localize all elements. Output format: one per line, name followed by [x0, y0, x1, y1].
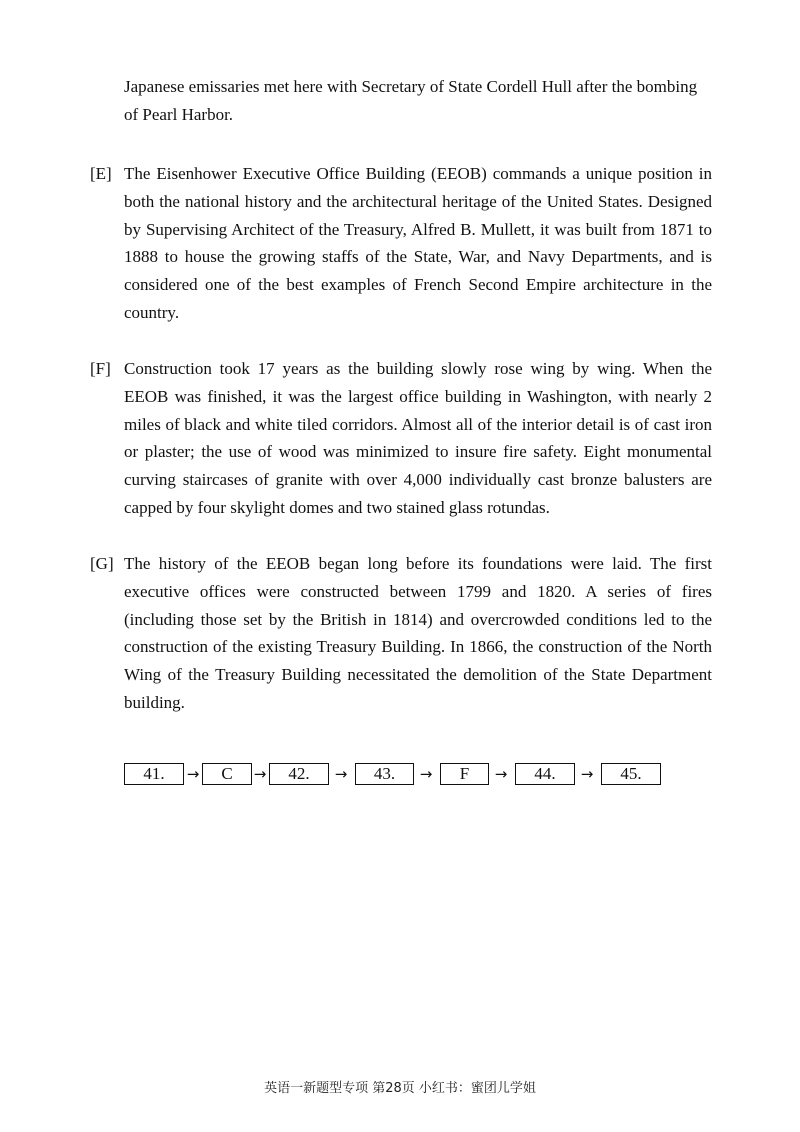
flow-arrow: → — [494, 765, 508, 783]
flow-box-43[interactable]: 43. — [355, 763, 414, 785]
flow-box-c: C — [202, 763, 252, 785]
flow-arrow: → — [580, 765, 594, 783]
paragraph-e-label: [E] — [90, 164, 112, 183]
flow-box-f: F — [440, 763, 489, 785]
paragraph-f-text: Construction took 17 years as the building slowly rose wing by wing. When the EEOB was finished, it was the largest office building in Washington, with nearly 2 miles of black and white tiled corridors. Almost all of the interior detail is of cast iron or plaster; the use of wood was minimized to insure fire safety. Eight monumental curving staircases of granite with over 4,000 individually cast bronze balusters are capped by four skylight domes and two stained glass rotundas. — [124, 359, 712, 517]
paragraph-f — [90, 355, 712, 522]
paragraph-g-label: [G] — [90, 554, 114, 573]
flow-arrow: → — [334, 765, 348, 783]
paragraph-e — [90, 160, 712, 327]
flow-box-42[interactable]: 42. — [269, 763, 329, 785]
flow-box-45[interactable]: 45. — [601, 763, 661, 785]
paragraph-e-text: The Eisenhower Executive Office Building (EEOB) commands a unique position in both the national history and the architectural heritage of the United States. Designed by Supervising Architect of the Treasury, Alfred B. Mullett, it was built from 1871 to 1888 to house the growing staffs of the State, War, and Navy Departments, and is considered one of the best examples of French Second Empire architecture in the country. — [124, 164, 712, 322]
flow-arrow: → — [186, 765, 200, 783]
flow-box-44[interactable]: 44. — [515, 763, 575, 785]
paragraph-g — [90, 550, 712, 717]
flow-arrow: → — [419, 765, 433, 783]
flow-arrow: → — [253, 765, 267, 783]
paragraph-g-text: The history of the EEOB began long before its foundations were laid. The first executive offices were constructed between 1799 and 1820. A series of fires (including those set by the British in 1814) and overcrowded conditions led to the construction of the existing Treasury Building. In 1866, the construction of the North Wing of the Treasury Building necessitated the demolition of the State Department building. — [124, 554, 712, 712]
intro-paragraph: Japanese emissaries met here with Secretary of State Cordell Hull after the bombing of Pearl Harbor. — [124, 77, 698, 124]
page-footer: 英语一新题型专项 第28页 小红书：蜜团儿学姐 — [264, 1081, 536, 1096]
paragraph-f-label: [F] — [90, 359, 111, 378]
flow-box-41[interactable]: 41. — [124, 763, 184, 785]
